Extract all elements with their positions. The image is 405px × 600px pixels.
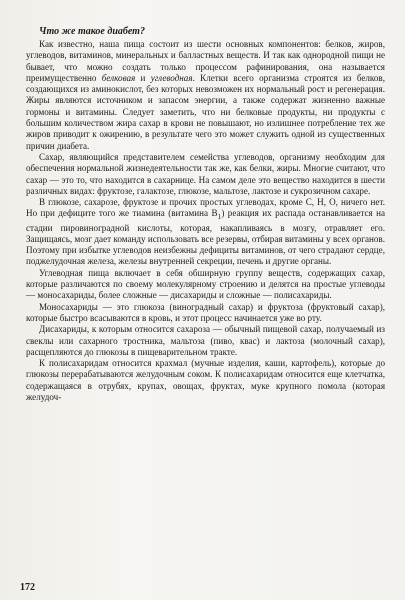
paragraph-1: Как известно, наша пища состоит из шести основных компонентов: белков, жиров, углеводов, витаминов, минеральных и балластных веществ. И так как однородной пищи не бывает, что можно создать только процессом рафинирования, она называется преимущественно белковая и углеводная. Клетки всего организма строятся из белков, создающихся из аминокислот, без которых невозможен их нормальный рост и регенерация. Жиры являются источником и запасом энергии, а также содержат жизненно важные гормоны и витамины. Следует заметить, что ни белковые продукты, ни продукты с большим количеством жира сахар в крови не повышают, но излишнее потребление тех же жиров приводит к ожирению, в результате чего это может служить одной из существенных причин диабета.	[26, 39, 385, 151]
paragraph-6: Дисахариды, к которым относится сахароза — обычный пищевой сахар, получаемый из свеклы или сахарного тростника, мальтоза (пиво, квас) и лактоза (молочный сахар), расщепляются до глюкозы в пищеварительном тракте.	[26, 324, 385, 357]
paragraph-4: Углеводная пища включает в себя обширную группу веществ, содержащих сахар, которые различаются по своему молекулярному строению и делятся на простые углеводы — моносахариды, более сложные — дисахариды и сложные — полисахариды.	[26, 267, 385, 301]
paragraph-5: Моносахариды — это глюкоза (виноградный сахар) и фруктоза (фруктовый сахар), которые быстро всасываются в кровь, и этот процесс начинается уже во рту.	[26, 301, 385, 323]
paragraph-3: В глюкозе, сахарозе, фруктозе и прочих простых углеводах, кроме С, Н, О, ничего нет. Но при дефиците того же тиамина (витамина $В_1$) реакция их распада останавливается на стадии пировиноградной кислоты, которая, накапливаясь в мозгу, отравляет его. Защищаясь, мозг дает команду использовать все резервы, отбирая витамины у всех органов. Поэтому при избытке углеводов неизбежны дефициты витаминов, от чего страдают сердце, поджелудочная железа, железы внутренней секреции, печень и другие органы.	[26, 197, 385, 267]
section-heading: Что же такое диабет?	[39, 26, 145, 37]
paragraph-7: К полисахаридам относится крахмал (мучные изделия, каши, картофель), которые до глюкозы перерабатываются желудочным соком. К полисахаридам относится еще клетчатка, содержащаяся в отрубях, крупах, овощах, фруктах, муке крупного помола (которая желудоч-	[26, 358, 385, 403]
page-number: 172	[20, 582, 35, 593]
paragraph-2: Сахар, являющийся представителем семейства углеводов, организму необходим для обеспечения нормальной жизнедеятельности так же, как белки, жиры. Многие считают, что сахар — это то, что находится в сахарнице. На самом деле это вещество находится в шести различных видах: фруктозе, галактозе, глюкозе, мальтозе, лактозе и сукрозичном сахаре.	[26, 151, 385, 196]
